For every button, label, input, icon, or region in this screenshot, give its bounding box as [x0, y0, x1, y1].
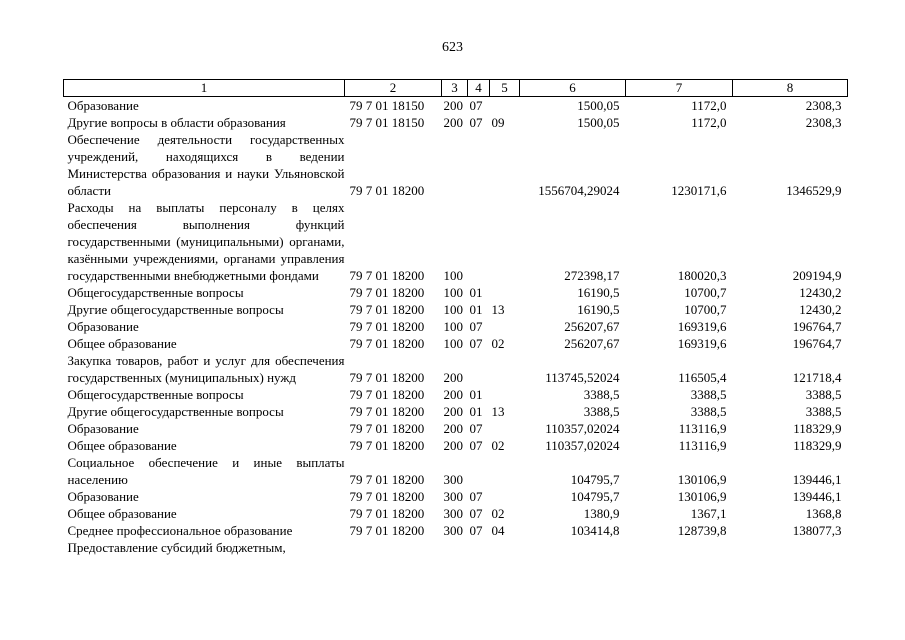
- row-expense-type: 200: [443, 387, 463, 402]
- table-row: [64, 318, 848, 335]
- row-name: Общегосударственные вопросы: [67, 285, 244, 300]
- row-name: Образование: [67, 319, 139, 334]
- budget-table: [63, 79, 848, 556]
- row-value-col8: [733, 539, 848, 556]
- row-section: 01: [469, 285, 483, 300]
- column-header-7: 7: [626, 80, 733, 97]
- column-header-6: 6: [520, 80, 626, 97]
- row-name: Закупка товаров, работ и услуг для обеспечения государственных (муниципальных) нужд: [67, 353, 345, 385]
- row-code: 79 7 01 18200: [349, 336, 425, 351]
- row-code: 79 7 01 18150: [349, 115, 425, 130]
- row-name: Образование: [67, 98, 139, 113]
- row-section: 07: [469, 506, 483, 521]
- row-value-col7: 1172,0: [691, 98, 727, 113]
- row-subsection: [490, 420, 520, 437]
- row-value-col6: 16190,5: [577, 285, 620, 300]
- table-row: [64, 522, 848, 539]
- row-code: 79 7 01 18200: [349, 523, 425, 538]
- row-value-col7: 10700,7: [684, 302, 727, 317]
- header-row: [64, 80, 848, 97]
- column-header-1: 1: [64, 80, 345, 97]
- row-code: 79 7 01 18200: [349, 285, 425, 300]
- row-value-col8: 1346529,9: [786, 183, 842, 198]
- table-body: [64, 97, 848, 557]
- row-name: Образование: [67, 489, 139, 504]
- row-name: Социальное обеспечение и иные выплаты населению: [67, 455, 345, 487]
- row-value-col6: 256207,67: [564, 319, 620, 334]
- table-row: [64, 420, 848, 437]
- row-value-col8: 3388,5: [805, 404, 842, 419]
- row-section: 01: [469, 302, 483, 317]
- row-name: Другие общегосударственные вопросы: [67, 404, 284, 419]
- row-value-col8: 209194,9: [792, 268, 842, 283]
- row-value-col6: 104795,7: [570, 472, 620, 487]
- row-value-col8: 118329,9: [793, 438, 842, 453]
- row-section: 07: [469, 438, 483, 453]
- row-value-col7: 1367,1: [690, 506, 727, 521]
- table-row: [64, 284, 848, 301]
- row-value-col6: 110357,02024: [545, 438, 620, 453]
- row-value-col7: 1172,0: [691, 115, 727, 130]
- row-value-col6: 104795,7: [570, 489, 620, 504]
- row-code: 79 7 01 18200: [349, 302, 425, 317]
- row-subsection: 02: [491, 336, 505, 351]
- row-name: Предоставление субсидий бюджетным,: [67, 540, 286, 555]
- row-section: [468, 539, 490, 556]
- row-value-col7: 10700,7: [684, 285, 727, 300]
- table-row: [64, 386, 848, 403]
- row-name: Общее образование: [67, 336, 177, 351]
- row-value-col8: 12430,2: [799, 285, 842, 300]
- row-name: Общегосударственные вопросы: [67, 387, 244, 402]
- row-value-col7: 169319,6: [677, 319, 727, 334]
- row-value-col6: 1556704,29024: [538, 183, 620, 198]
- table-row: [64, 488, 848, 505]
- row-expense-type: 100: [443, 302, 463, 317]
- row-value-col8: 2308,3: [805, 98, 842, 113]
- row-subsection: 09: [491, 115, 505, 130]
- row-value-col6: 1380,9: [583, 506, 620, 521]
- row-code: 79 7 01 18200: [349, 404, 425, 419]
- row-subsection: [490, 386, 520, 403]
- row-name: Образование: [67, 421, 139, 436]
- row-value-col7: 116505,4: [678, 370, 727, 385]
- row-expense-type: 300: [443, 523, 463, 538]
- row-code: 79 7 01 18200: [349, 438, 425, 453]
- row-value-col7: 3388,5: [690, 404, 727, 419]
- row-expense-type: 100: [443, 285, 463, 300]
- row-subsection: 02: [491, 506, 505, 521]
- row-section: 07: [469, 489, 483, 504]
- table-row: [64, 437, 848, 454]
- table-row: [64, 454, 848, 488]
- column-header-5: 5: [490, 80, 520, 97]
- row-code: 79 7 01 18200: [349, 421, 425, 436]
- row-subsection: [490, 488, 520, 505]
- row-value-col6: 1500,05: [577, 115, 620, 130]
- table-row: [64, 97, 848, 115]
- row-value-col7: 169319,6: [677, 336, 727, 351]
- row-value-col8: 196764,7: [792, 319, 842, 334]
- row-expense-type: 200: [443, 98, 463, 113]
- row-section: 07: [469, 98, 483, 113]
- row-value-col8: 118329,9: [793, 421, 842, 436]
- row-value-col6: 1500,05: [577, 98, 620, 113]
- row-code: 79 7 01 18200: [349, 370, 425, 385]
- row-code: 79 7 01 18200: [349, 489, 425, 504]
- row-value-col8: 12430,2: [799, 302, 842, 317]
- row-section: [468, 131, 490, 199]
- row-name: Среднее профессиональное образование: [67, 523, 293, 538]
- row-expense-type: [442, 539, 468, 556]
- row-value-col8: 139446,1: [792, 472, 842, 487]
- row-value-col8: 139446,1: [792, 489, 842, 504]
- row-section: 07: [469, 115, 483, 130]
- row-subsection: [490, 199, 520, 284]
- row-value-col7: 128739,8: [677, 523, 727, 538]
- row-value-col7: 1230171,6: [671, 183, 727, 198]
- row-section: 07: [469, 336, 483, 351]
- row-expense-type: 200: [443, 115, 463, 130]
- row-value-col6: [520, 539, 626, 556]
- row-value-col6: 256207,67: [564, 336, 620, 351]
- row-name: Обеспечение деятельности государственных учреждений, находящихся в ведении Министерства образования и науки Ульяновской области: [67, 132, 345, 198]
- row-value-col6: 16190,5: [577, 302, 620, 317]
- row-value-col6: 272398,17: [564, 268, 620, 283]
- row-value-col8: 1368,8: [805, 506, 842, 521]
- row-code: 79 7 01 18200: [349, 183, 425, 198]
- row-value-col7: 113116,9: [678, 421, 727, 436]
- column-header-3: 3: [442, 80, 468, 97]
- table-row: [64, 131, 848, 199]
- row-value-col8: 121718,4: [792, 370, 842, 385]
- row-subsection: [490, 97, 520, 115]
- row-name: Общее образование: [67, 438, 177, 453]
- table-row: [64, 114, 848, 131]
- row-subsection: 04: [491, 523, 505, 538]
- row-expense-type: 200: [443, 404, 463, 419]
- table-row: [64, 301, 848, 318]
- row-subsection: [490, 131, 520, 199]
- row-name: Общее образование: [67, 506, 177, 521]
- row-value-col7: 180020,3: [677, 268, 727, 283]
- row-subsection: [490, 352, 520, 386]
- column-header-8: 8: [733, 80, 848, 97]
- row-subsection: [490, 539, 520, 556]
- table-row: [64, 335, 848, 352]
- row-code: 79 7 01 18200: [349, 387, 425, 402]
- row-value-col7: 3388,5: [690, 387, 727, 402]
- row-expense-type: 100: [443, 268, 463, 283]
- row-section: [468, 199, 490, 284]
- row-code: 79 7 01 18200: [349, 472, 425, 487]
- row-value-col7: 130106,9: [677, 489, 727, 504]
- row-code: 79 7 01 18200: [349, 506, 425, 521]
- column-header-4: 4: [468, 80, 490, 97]
- row-value-col6: 110357,02024: [545, 421, 620, 436]
- row-expense-type: 200: [443, 438, 463, 453]
- row-subsection: 02: [491, 438, 505, 453]
- row-expense-type: 100: [443, 319, 463, 334]
- row-value-col6: 3388,5: [583, 404, 620, 419]
- row-section: 01: [469, 404, 483, 419]
- row-subsection: 13: [491, 404, 505, 419]
- row-section: 07: [469, 421, 483, 436]
- row-section: 07: [469, 319, 483, 334]
- row-name: Другие общегосударственные вопросы: [67, 302, 284, 317]
- row-section: 01: [469, 387, 483, 402]
- row-section: 07: [469, 523, 483, 538]
- row-value-col8: 138077,3: [792, 523, 842, 538]
- row-name: Расходы на выплаты персоналу в целях обеспечения выполнения функций государственными (муниципальными) органами, казёнными учреждениями, органами управления государственными внебюджетными фондами: [67, 200, 345, 283]
- row-name: Другие вопросы в области образования: [67, 115, 286, 130]
- row-section: [468, 454, 490, 488]
- row-expense-type: [442, 131, 468, 199]
- row-section: [468, 352, 490, 386]
- row-subsection: [490, 284, 520, 301]
- row-code: [345, 539, 442, 556]
- row-code: 79 7 01 18150: [349, 98, 425, 113]
- row-value-col6: 113745,52024: [545, 370, 620, 385]
- row-value-col7: 113116,9: [678, 438, 727, 453]
- table-row: [64, 505, 848, 522]
- row-expense-type: 200: [443, 370, 463, 385]
- row-value-col6: 3388,5: [583, 387, 620, 402]
- row-expense-type: 100: [443, 336, 463, 351]
- row-value-col8: 3388,5: [805, 387, 842, 402]
- row-value-col7: [626, 539, 733, 556]
- table-row: [64, 539, 848, 556]
- page-number: 623: [442, 40, 463, 55]
- table-row: [64, 199, 848, 284]
- row-value-col8: 2308,3: [805, 115, 842, 130]
- row-code: 79 7 01 18200: [349, 319, 425, 334]
- row-value-col7: 130106,9: [677, 472, 727, 487]
- table-header: [64, 80, 848, 97]
- column-header-2: 2: [345, 80, 442, 97]
- row-expense-type: 300: [443, 472, 463, 487]
- row-code: 79 7 01 18200: [349, 268, 425, 283]
- row-subsection: [490, 454, 520, 488]
- row-expense-type: 300: [443, 506, 463, 521]
- row-expense-type: 300: [443, 489, 463, 504]
- row-value-col8: 196764,7: [792, 336, 842, 351]
- row-expense-type: 200: [443, 421, 463, 436]
- table-row: [64, 352, 848, 386]
- row-subsection: [490, 318, 520, 335]
- table-row: [64, 403, 848, 420]
- row-value-col6: 103414,8: [570, 523, 620, 538]
- row-subsection: 13: [491, 302, 505, 317]
